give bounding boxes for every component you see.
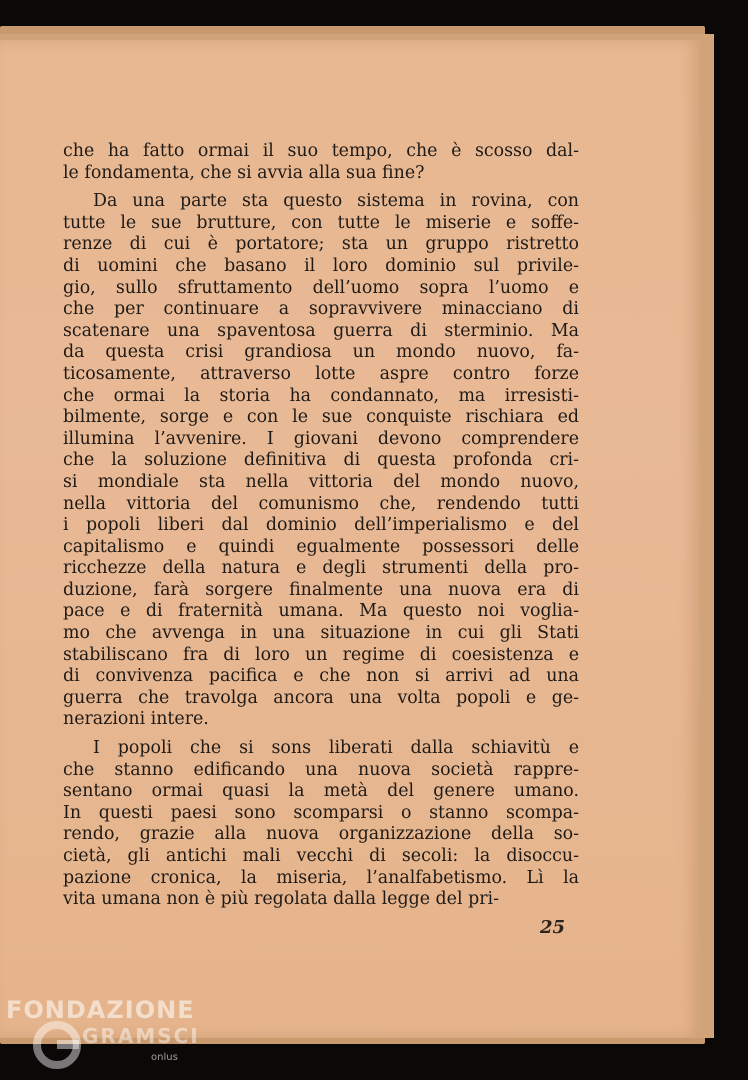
text-line: i popoli liberi dal dominio dell’imperialismo e del [63,515,579,536]
text-line: In questi paesi sono scomparsi o stanno scompa- [63,802,579,823]
text-line: pace e di fraternità umana. Ma questo noi voglia- [63,601,579,622]
text-line: rendo, grazie alla nuova organizzazione della so- [63,824,579,845]
paragraph [63,738,579,911]
text-line: mo che avvenga in una situazione in cui gli Stati [63,623,579,644]
text-line: scatenare una spaventosa guerra di sterminio. Ma [63,320,579,341]
text-line: le fondamenta, che si avvia alla sua fine? [63,162,425,183]
archive-watermark [6,996,206,1076]
text-line: di convivenza pacifica e che non si arrivi ad una [63,666,579,687]
paragraph-gap [63,731,579,738]
text-line: bilmente, sorge e con le sue conquiste rischiara ed [63,407,579,428]
text-line: che ormai la storia ha condannato, ma irresisti- [63,385,579,406]
text-line: che stanno edificando una nuova società rappre- [63,759,579,780]
text-line: illumina l’avvenire. I giovani devono comprendere [63,428,579,449]
text-line: sentano ormai quasi la metà del genere umano. [63,781,579,802]
text-line: nella vittoria del comunismo che, rendendo tutti [63,493,579,514]
text-line: che ha fatto ormai il suo tempo, che è scosso dal- [63,141,579,161]
gramsci-logo-icon [30,1018,84,1072]
text-line: tutte le sue brutture, con tutte le miserie e soffe- [63,212,579,233]
paragraph-gap [63,184,579,191]
page-number: 25 [540,917,566,938]
watermark-line1: FONDAZIONE [6,996,195,1024]
text-line: si mondiale sta nella vittoria del mondo nuovo, [63,471,579,492]
watermark-sub: onlus [151,1052,178,1063]
paragraph [63,141,579,184]
text-line: da questa crisi grandiosa un mondo nuovo, fa- [63,342,579,363]
text-line: stabiliscano fra di loro un regime di coesistenza e [63,644,579,665]
text-line: renze di cui è portatore; sta un gruppo ristretto [63,234,579,255]
text-line: guerra che travolga ancora una volta popoli e ge- [63,687,579,708]
text-line: capitalismo e quindi egualmente possessori delle [63,536,579,557]
watermark-line2: GRAMSCI [82,1024,200,1048]
text-line: ricchezze della natura e degli strumenti della pro- [63,558,579,579]
text-line: Da una parte sta questo sistema in rovina, con [93,191,579,212]
body-text [63,141,579,911]
text-line: nerazioni intere. [63,709,209,730]
text-line: I popoli che si sons liberati dalla schiavitù e [93,738,579,759]
text-line: duzione, farà sorgere finalmente una nuova era di [63,579,579,600]
text-line: cietà, gli antichi mali vecchi di secoli: la disoccu- [63,846,579,866]
text-line: che per continuare a sopravvivere minacciano di [63,299,579,320]
text-line: pazione cronica, la miseria, l’analfabetismo. Lì la [63,867,579,888]
text-line: ticosamente, attraverso lotte aspre contro forze [63,363,579,384]
paragraph [63,191,579,731]
text-line: vita umana non è più regolata dalla legge del pri- [63,889,499,910]
text-line: gio, sullo sfruttamento dell’uomo sopra l’uomo e [63,277,579,298]
text-line: di uomini che basano il loro dominio sul privile- [63,255,579,276]
text-line: che la soluzione definitiva di questa profonda cri- [63,450,579,471]
